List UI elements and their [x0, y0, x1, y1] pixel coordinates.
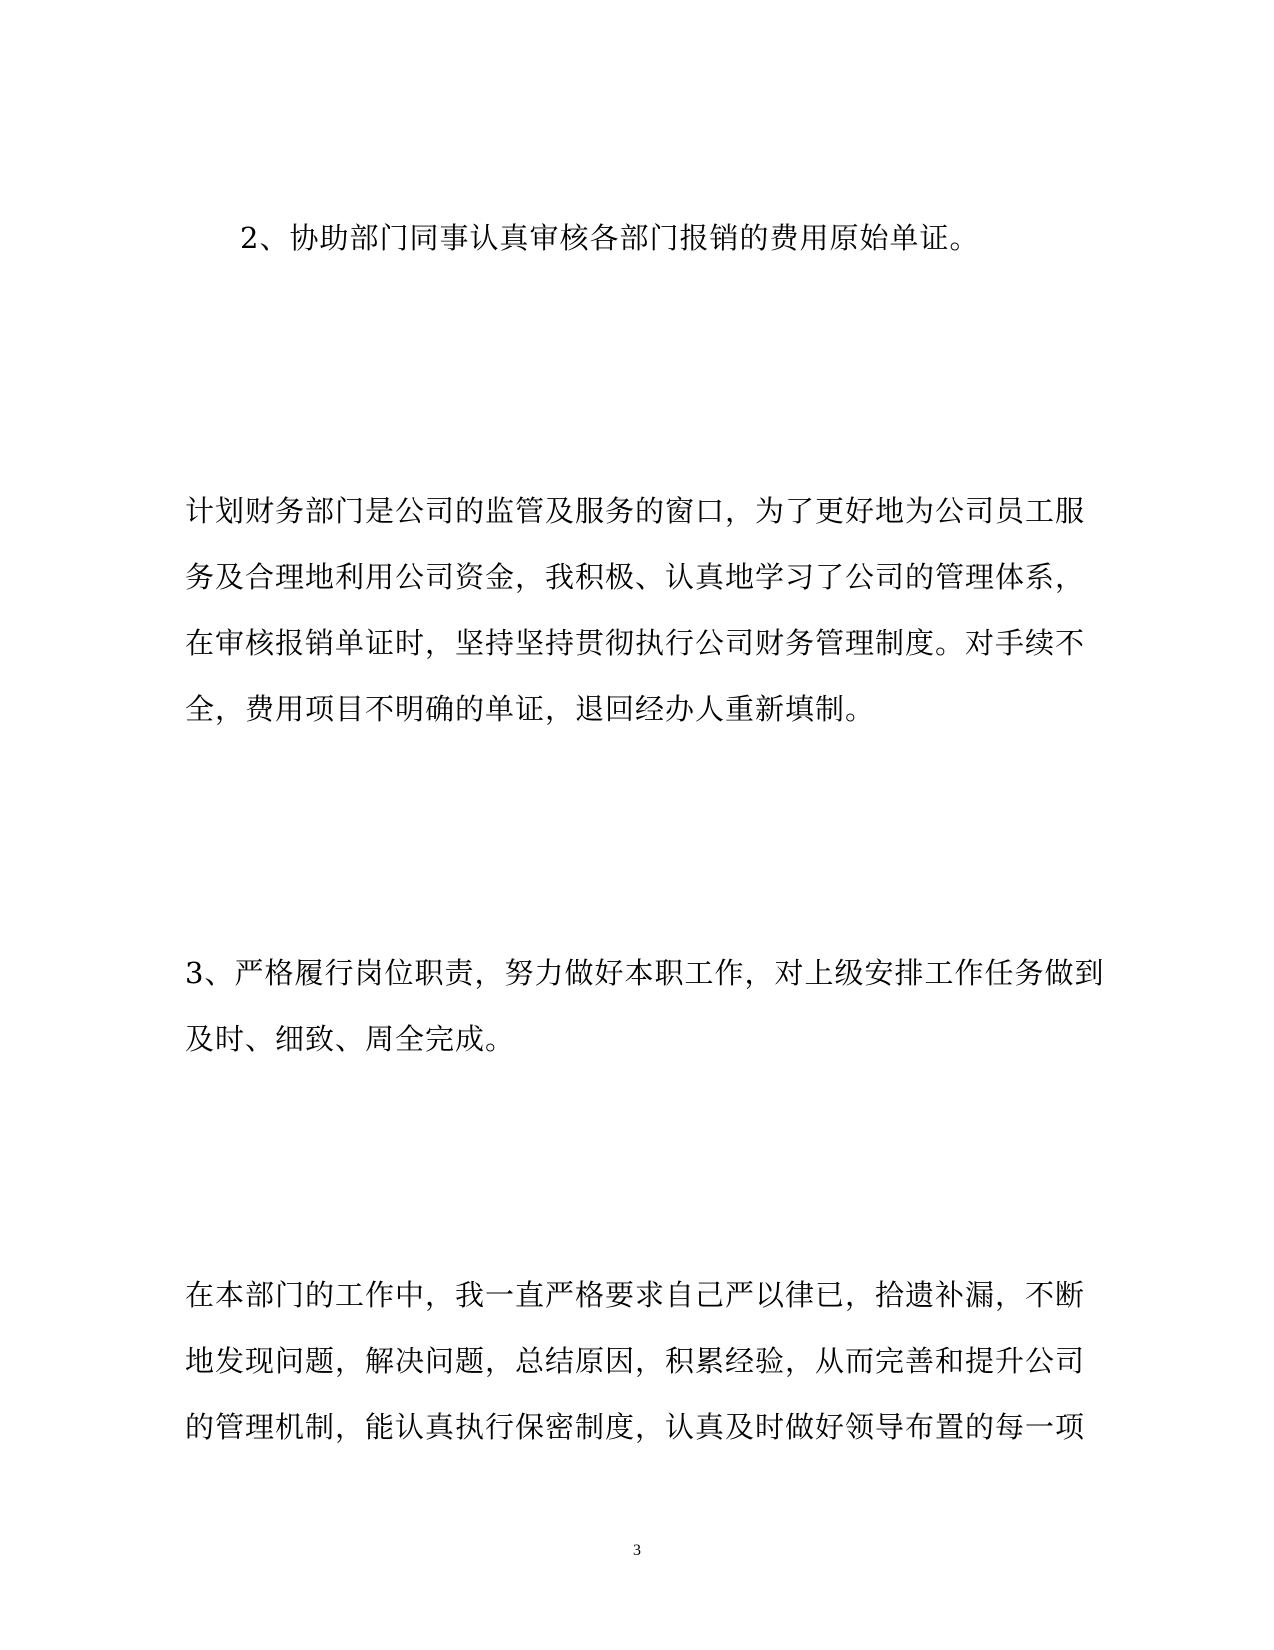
text-line: 的管理机制，能认真执行保密制度，认真及时做好领导布置的每一项 [185, 1410, 1086, 1444]
page-number: 3 [633, 1542, 641, 1559]
paragraph-item-2 [240, 205, 979, 271]
paragraph-audit-description [185, 478, 1085, 742]
text-line: 地发现问题，解决问题，总结原因，积累经验，从而完善和提升公司 [185, 1344, 1086, 1378]
text-line: 在审核报销单证时，坚持坚持贯彻执行公司财务管理制度。对手续不 [185, 626, 1086, 660]
text-line: 及时、细致、周全完成。 [185, 1022, 516, 1056]
text-line: 务及合理地利用公司资金，我积极、认真地学习了公司的管理体系， [185, 560, 1086, 594]
paragraph-item-3 [185, 940, 1104, 1072]
paragraph-department-work [185, 1262, 1085, 1460]
text-line: 在本部门的工作中，我一直严格要求自己严以律已，拾遗补漏，不断 [185, 1278, 1086, 1312]
text-line: 2、协助部门同事认真审核各部门报销的费用原始单证。 [240, 221, 980, 255]
text-line: 全，费用项目不明确的单证，退回经办人重新填制。 [185, 692, 876, 726]
text-line: 计划财务部门是公司的监管及服务的窗口，为了更好地为公司员工服 [185, 494, 1086, 528]
text-line: 3、严格履行岗位职责，努力做好本职工作，对上级安排工作任务做到 [185, 956, 1105, 990]
